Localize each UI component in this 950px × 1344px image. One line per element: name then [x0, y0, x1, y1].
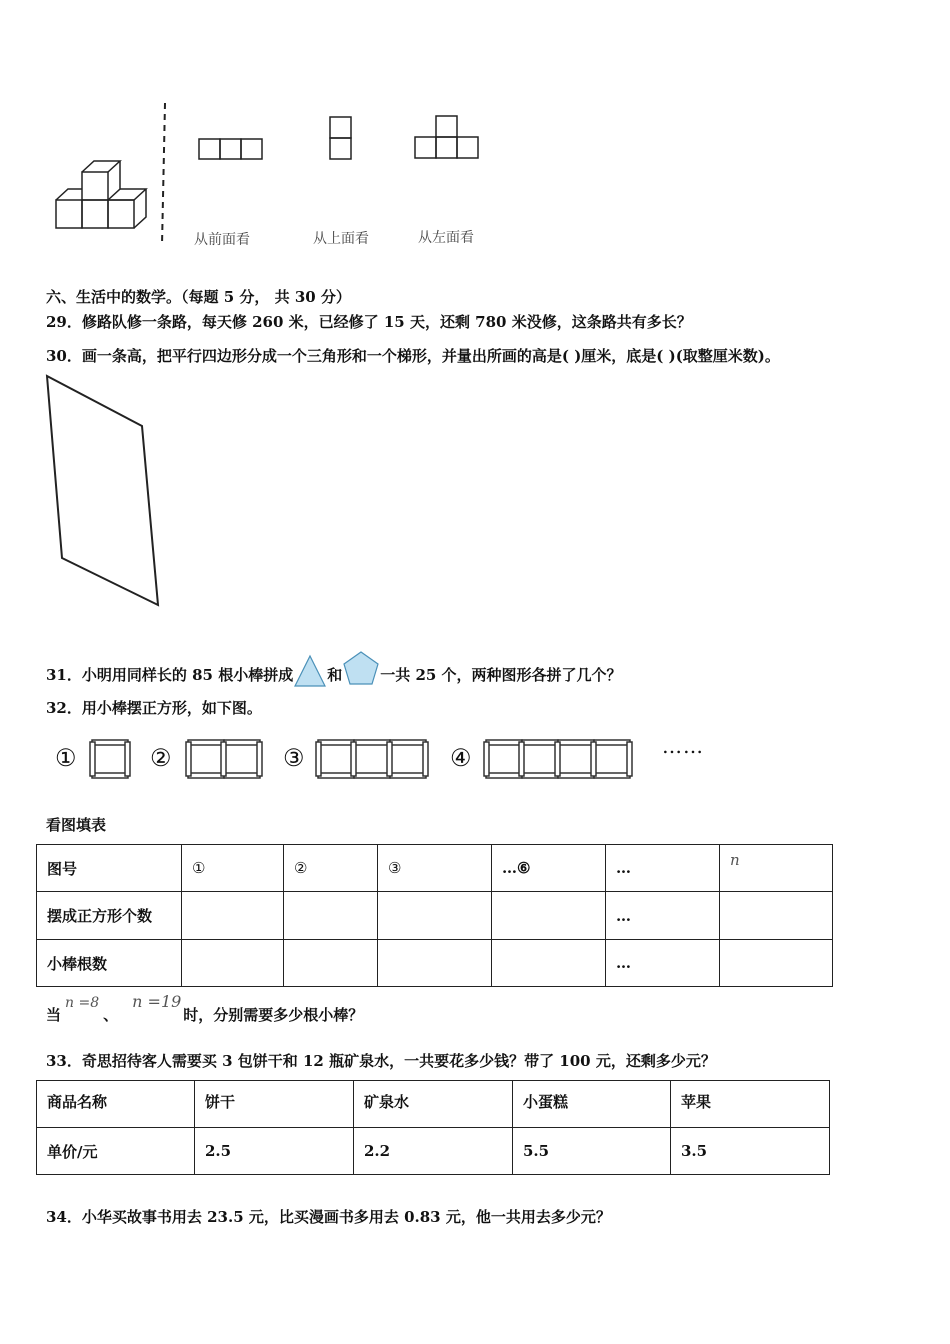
table-title: 看图填表 — [46, 816, 107, 834]
stick-squares-figure — [55, 734, 735, 786]
table-cell: 5.5 — [513, 1128, 671, 1175]
figure-label-3: ③ — [283, 744, 305, 772]
table-header-cell: … — [606, 845, 720, 892]
table-header-cell: ① — [182, 845, 284, 892]
table-cell[interactable] — [720, 940, 833, 987]
table-row — [37, 892, 833, 940]
parallelogram-figure — [40, 372, 170, 612]
table-cell[interactable] — [378, 940, 492, 987]
stick-figure-1 — [87, 736, 133, 782]
question-31 — [46, 650, 622, 688]
question-31-part-a: 31．小明用同样长的 85 根小棒拼成 — [46, 666, 294, 684]
stick-figure-2 — [183, 736, 265, 782]
table-row — [37, 940, 833, 987]
table-cell[interactable] — [492, 940, 606, 987]
n-equals-8: n =8 — [65, 995, 100, 1011]
table-header-cell: n — [720, 845, 833, 892]
table-cell: 小棒根数 — [37, 940, 182, 987]
table-cell: 2.5 — [195, 1128, 354, 1175]
table-cell[interactable] — [378, 892, 492, 940]
table-cell[interactable] — [284, 940, 378, 987]
question-32-follow — [46, 992, 364, 1025]
follow-prefix: 当 — [46, 1006, 62, 1024]
stick-figure-3 — [313, 736, 431, 782]
table-row — [37, 1081, 830, 1128]
table-row — [37, 1128, 830, 1175]
price-table — [36, 1080, 830, 1175]
table-cell: 摆成正方形个数 — [37, 892, 182, 940]
question-32: 32．用小棒摆正方形，如下图。 — [46, 699, 262, 717]
table-header-cell: 小蛋糕 — [513, 1081, 671, 1128]
table-cell: 单价/元 — [37, 1128, 195, 1175]
table-header-cell: ② — [284, 845, 378, 892]
table-cell: 3.5 — [671, 1128, 830, 1175]
table-cell: … — [606, 940, 720, 987]
table-header-cell: 苹果 — [671, 1081, 830, 1128]
section-heading: 六、生活中的数学。（每题 5 分， 共 30 分） — [46, 288, 351, 306]
figure-ellipsis: …… — [662, 734, 704, 758]
stick-table — [36, 844, 833, 987]
left-view-drawing — [415, 116, 478, 158]
question-34: 34．小华买故事书用去 23.5 元，比买漫画书多用去 0.83 元，他一共用去多少元？ — [46, 1208, 611, 1226]
question-33: 33．奇思招待客人需要买 3 包饼干和 12 瓶矿泉水，一共要花多少钱？带了 100 元，还剩多少元？ — [46, 1052, 716, 1070]
table-cell[interactable] — [284, 892, 378, 940]
table-cell[interactable] — [720, 892, 833, 940]
stick-figure-4 — [481, 736, 637, 782]
question-31-part-b: 和 — [327, 666, 343, 684]
follow-separator: 、 — [103, 1006, 119, 1024]
front-view-label: 从前面看 — [194, 232, 250, 248]
cube-stack — [56, 161, 146, 228]
table-header-cell: ③ — [378, 845, 492, 892]
table-row — [37, 845, 833, 892]
question-30: 30．画一条高，把平行四边形分成一个三角形和一个梯形，并量出所画的高是( )厘米，底是( )(取整厘米数)。 — [46, 347, 780, 365]
top-view-label: 从上面看 — [313, 231, 369, 247]
n-equals-19: n =19 — [132, 992, 182, 1011]
figure-label-2: ② — [150, 744, 172, 772]
table-cell[interactable] — [492, 892, 606, 940]
table-header-cell: 图号 — [37, 845, 182, 892]
table-header-cell: 矿泉水 — [354, 1081, 513, 1128]
question-31-part-c: 一共 25 个，两种图形各拼了几个？ — [380, 666, 622, 684]
table-cell: 2.2 — [354, 1128, 513, 1175]
table-cell: … — [606, 892, 720, 940]
table-cell[interactable] — [182, 892, 284, 940]
follow-suffix: 时，分别需要多少根小棒？ — [183, 1006, 364, 1024]
table-header-cell: 饼干 — [195, 1081, 354, 1128]
pentagon-icon — [342, 650, 380, 686]
figure-label-4: ④ — [450, 744, 472, 772]
top-view-drawing — [330, 117, 351, 159]
table-header-cell: 商品名称 — [37, 1081, 195, 1128]
table-cell[interactable] — [182, 940, 284, 987]
table-header-cell: …⑥ — [492, 845, 606, 892]
figure-label-1: ① — [55, 744, 77, 772]
dashed-divider — [162, 103, 165, 245]
triangle-icon — [293, 654, 327, 688]
front-view-drawing — [199, 139, 262, 159]
question-29: 29．修路队修一条路，每天修 260 米，已经修了 15 天，还剩 780 米没修，这条路共有多长？ — [46, 313, 692, 331]
left-view-label: 从左面看 — [418, 230, 474, 246]
